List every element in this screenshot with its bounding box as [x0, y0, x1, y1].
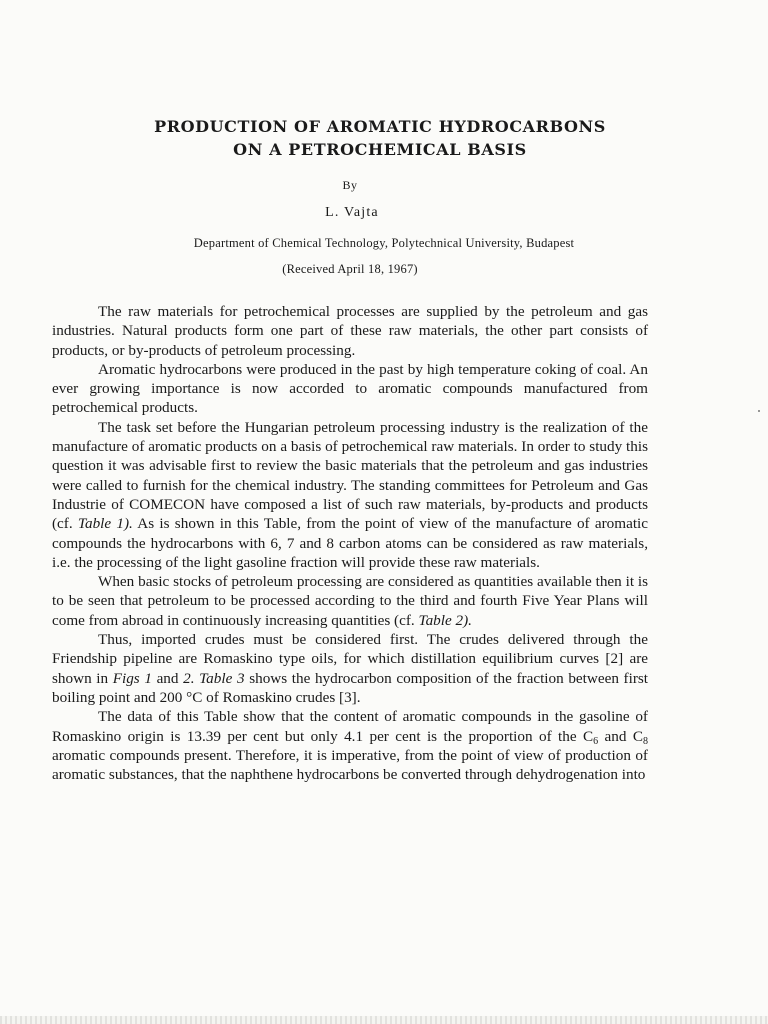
- paragraph-3-text-b: As is shown in this Table, from the point of view of the manufacture of aromatic compounds the hydrocarbons with 6, 7 and 8 carbon atoms can be considered as raw materials, i.e. the processing of the light gasoline fraction will provide these raw materials.: [52, 515, 649, 571]
- paragraph-2-text: Aromatic hydrocarbons were produced in the past by high temperature coking of coal. An ever growing importance is now accorded to aromatic compounds manufactured from petrochemical products.: [52, 360, 648, 417]
- table-2-reference: Table 2).: [418, 611, 472, 629]
- paragraph-6-text-b: aromatic compounds present. Therefore, it is imperative, from the point of view of production of aromatic substances, that the naphthene hydrocarbons be converted through dehydrogenation into: [52, 746, 648, 784]
- subscript-c8: 8: [643, 735, 648, 747]
- byline-label: By: [342, 178, 358, 192]
- author-name: L. Vajta: [325, 205, 379, 220]
- paragraph-4: [52, 572, 648, 630]
- paragraph-2: [52, 360, 648, 418]
- paper-title-line-1: PRODUCTION OF AROMATIC HYDROCARBONS: [154, 117, 606, 136]
- paragraph-5: [52, 630, 648, 707]
- scan-speck: [758, 410, 760, 412]
- table-1-reference: Table 1).: [77, 515, 133, 533]
- paragraph-3: [52, 418, 648, 572]
- paragraph-6: [52, 707, 648, 784]
- subscript-c6: 6: [593, 735, 599, 747]
- paragraph-5-text-a: Thus, imported crudes must be considered first. The crudes delivered through the Friendship pipeline are Romaskino type oils, for which distillation equilibrium curves [2] are shown in: [52, 631, 648, 687]
- figure-1-reference: Figs 1: [112, 669, 152, 687]
- received-date: (Received April 18, 1967): [282, 262, 418, 276]
- scan-bottom-edge: [0, 1016, 768, 1024]
- author-affiliation: Department of Chemical Technology, Polytechnical University, Budapest: [193, 236, 575, 250]
- paragraph-1: [52, 302, 648, 360]
- paragraph-6-text-mid: and C: [598, 727, 643, 745]
- paper-title-line-2: ON A PETROCHEMICAL BASIS: [233, 140, 527, 159]
- paragraph-5-and: and: [156, 669, 179, 687]
- paragraph-3-text-a: The task set before the Hungarian petroleum processing industry is the realization of the manufacture of aromatic products on a basis of petrochemical raw materials. In order to study this question it was advisable first to review the basic materials that the petroleum and gas industries were called to furnish for the chemical industry. The standing committees for Petroleum and Gas Industrie of COMECON have composed a list of such raw materials, by-products and products (cf.: [52, 418, 648, 533]
- paragraph-5-text-b: shows the hydrocarbon composition of the fraction between first boiling point and 200 °C of Romaskino crudes [3].: [52, 669, 649, 706]
- paragraph-4-text-a: When basic stocks of petroleum processing are considered as quantities available then it is to be seen that petroleum to be processed according to the third and fourth Five Year Plans will come from abroad in continuously increasing quantities (cf.: [52, 573, 648, 629]
- figure-2-table-3-reference: 2. Table 3: [183, 669, 245, 687]
- paragraph-1-text: The raw materials for petrochemical processes are supplied by the petroleum and gas industries. Natural products form one part of these raw materials, the other part consists of products, or by-products of petroleum processing.: [52, 303, 648, 359]
- article-body: [52, 302, 648, 784]
- paragraph-6-text-a: The data of this Table show that the content of aromatic compounds in the gasoline of Romaskino origin is 13.39 per cent but only 4.1 per cent is the proportion of the C: [52, 708, 648, 745]
